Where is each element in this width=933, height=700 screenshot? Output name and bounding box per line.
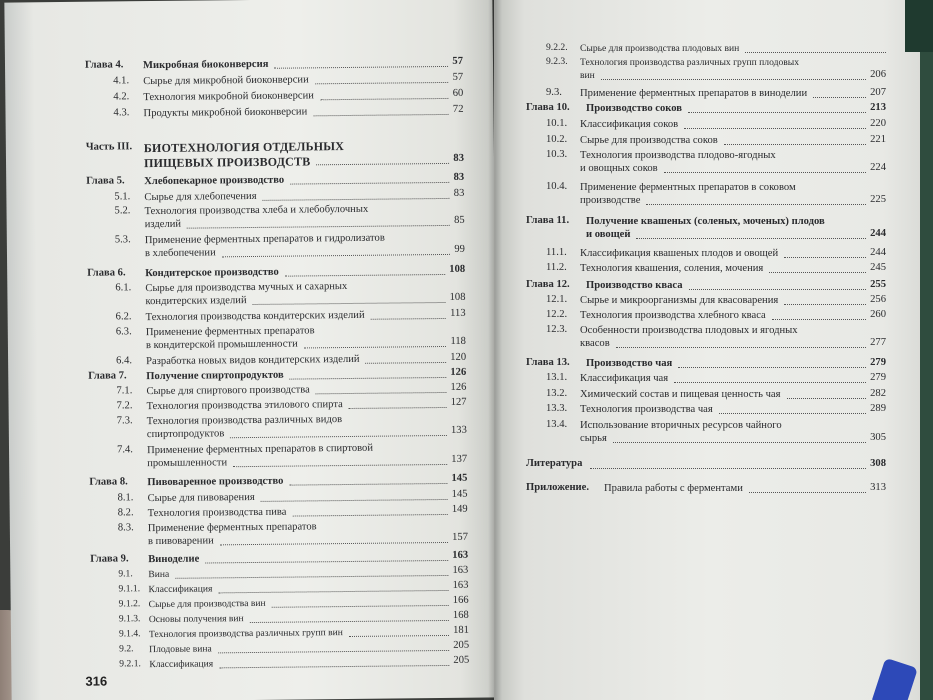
toc-page-number: 282: [870, 388, 886, 399]
toc-leader-dots: [320, 97, 448, 100]
toc-leader-dots: [784, 256, 866, 258]
toc-title: Сырье для производства вин: [148, 597, 266, 611]
toc-title: Применение ферментных препаратов: [147, 521, 317, 535]
toc-leader-dots: [175, 574, 448, 579]
toc-page-number: 99: [454, 243, 466, 255]
toc-section-number: 8.2.: [117, 507, 134, 519]
toc-section-number: 9.2.3.: [546, 56, 568, 67]
toc-page-number: 313: [870, 482, 886, 493]
toc-chapter-label: Глава 8.: [89, 476, 128, 488]
toc-section-number: 10.2.: [546, 134, 568, 145]
toc-page-number: 60: [452, 87, 464, 99]
toc-leader-dots: [784, 303, 866, 305]
toc-title: Производство кваса: [586, 280, 683, 291]
toc-leader-dots: [349, 634, 449, 637]
toc-page-number: 205: [453, 639, 470, 651]
toc-section-number: 6.2.: [115, 311, 132, 323]
toc-title: Химический состав и пищевая ценность чая: [580, 389, 781, 400]
toc-leader-dots: [218, 649, 449, 653]
toc-title: Сырье для производства соков: [580, 135, 718, 146]
toc-leader-dots: [205, 559, 448, 564]
toc-section-number: 5.3.: [114, 234, 131, 246]
toc-leader-dots: [230, 434, 447, 438]
toc-entry: [526, 388, 886, 403]
gutter: [488, 0, 502, 700]
toc-title: Использование вторичных ресурсов чайного: [580, 420, 782, 431]
toc-entry: [86, 138, 464, 174]
toc-title: Кондитерское производство: [145, 266, 279, 280]
toc-page-number: 157: [452, 531, 469, 543]
toc-section-number: 10.1.: [546, 118, 568, 129]
toc-page-number: 85: [454, 214, 465, 226]
cover-corner: [905, 0, 933, 52]
toc-title: Классификация квашеных плодов и овощей: [580, 248, 779, 259]
toc-leader-dots: [590, 467, 866, 469]
toc-entry: [526, 419, 886, 447]
toc-leader-dots: [724, 143, 866, 145]
toc-entry: [89, 412, 467, 444]
toc-leader-dots: [289, 482, 447, 486]
toc-entry: [87, 279, 465, 311]
toc-page-number: 120: [450, 351, 467, 363]
toc-title: вин: [580, 70, 595, 81]
toc-page-number: 163: [452, 549, 469, 561]
toc-leader-dots: [674, 381, 866, 383]
left-page: [4, 0, 499, 700]
toc-leader-dots: [601, 78, 866, 80]
toc-entry: [85, 104, 463, 123]
toc-chapter-label: Литература: [526, 458, 583, 469]
toc-leader-dots: [688, 111, 866, 113]
toc-page-number: 221: [870, 134, 886, 145]
toc-page-number: 72: [452, 103, 464, 115]
toc-page-number: 145: [451, 488, 468, 500]
toc-section-number: 4.3.: [113, 107, 130, 119]
toc-title: в пивоварении: [147, 535, 214, 548]
toc-page-number: 181: [452, 624, 470, 636]
toc-page-number: 220: [870, 118, 886, 129]
toc-section-number: 8.3.: [117, 522, 134, 534]
toc-page-number: 305: [870, 432, 886, 443]
toc-leader-dots: [272, 604, 449, 608]
toc-title: Производство чая: [586, 358, 673, 369]
toc-title: Сырье для производства плодовых вин: [580, 43, 740, 54]
toc-title: промышленности: [147, 457, 228, 470]
toc-section-number: 11.2.: [546, 262, 567, 273]
toc-section-number: 9.1.3.: [118, 613, 141, 625]
toc-entry: [526, 247, 886, 262]
toc-page-number: 308: [870, 458, 886, 469]
toc-leader-dots: [285, 273, 445, 277]
toc-chapter-label: Глава 13.: [526, 357, 570, 368]
toc-entry: [526, 262, 886, 277]
toc-title: Сырье для хлебопечения: [144, 190, 257, 204]
toc-page-number: 126: [450, 381, 467, 393]
toc-entry: [526, 403, 886, 418]
toc-entry: [87, 231, 465, 263]
toc-chapter-label: Глава 10.: [526, 102, 570, 113]
toc-section-number: 12.2.: [546, 309, 568, 320]
toc-section-number: 9.3.: [546, 87, 562, 98]
toc-leader-dots: [636, 237, 866, 239]
toc-section-number: 10.4.: [546, 181, 568, 192]
page-number: 316: [85, 673, 108, 689]
toc-page-number: 205: [453, 654, 470, 666]
toc-section-number: 5.2.: [114, 205, 131, 217]
toc-title: кондитерских изделий: [145, 295, 247, 308]
toc-entry: [526, 102, 886, 117]
toc-title: Технология производства пива: [147, 506, 287, 520]
toc-page-number: 145: [451, 472, 468, 484]
toc-leader-dots: [219, 589, 449, 593]
toc-entry: [526, 149, 886, 177]
toc-leader-dots: [719, 412, 866, 414]
toc-leader-dots: [290, 181, 449, 185]
toc-chapter-label: Часть III.: [85, 141, 133, 153]
toc-leader-dots: [314, 113, 449, 116]
toc-entry: [89, 441, 467, 473]
toc-title: Технология производства различных групп вин: [148, 627, 343, 641]
toc-title: Сырье и микроорганизмы для квасоварения: [580, 295, 779, 306]
toc-title: Получение квашеных (соленых, моченых) плодов: [586, 216, 825, 227]
toc-leader-dots: [222, 253, 450, 257]
toc-page-number: 244: [870, 247, 886, 258]
toc-entry: [88, 323, 466, 355]
toc-entry: [526, 458, 886, 473]
toc-title: Микробная биоконверсия: [142, 58, 269, 72]
toc-entry: [526, 324, 886, 352]
toc-page-number: 279: [870, 357, 886, 368]
toc-leader-dots: [745, 51, 886, 53]
toc-page-number: 244: [870, 228, 886, 239]
toc-section-number: 7.2.: [116, 400, 133, 412]
toc-title: Особенности производства плодовых и ягодных: [580, 325, 798, 336]
toc-title: Сырье для пивоварения: [147, 491, 255, 505]
toc-leader-dots: [813, 96, 866, 98]
toc-title: изделий: [144, 218, 182, 231]
toc-leader-dots: [349, 406, 447, 409]
toc-section-number: 6.3.: [115, 326, 132, 338]
toc-title: БИОТЕХНОЛОГИЯ ОТДЕЛЬНЫХ: [143, 139, 345, 156]
toc-leader-dots: [293, 513, 448, 517]
toc-leader-dots: [289, 376, 446, 380]
toc-entry: [91, 655, 469, 674]
toc-title: квасов: [580, 338, 610, 349]
toc-chapter-label: Глава 12.: [526, 279, 570, 290]
toc-title: Технология производства этилового спирта: [146, 399, 343, 413]
toc-title: и овощей: [586, 229, 631, 240]
toc-section-number: 9.1.4.: [118, 628, 141, 640]
toc-title: Классификация: [148, 583, 213, 596]
toc-leader-dots: [315, 81, 448, 84]
toc-title: ПИЩЕВЫХ ПРОИЗВОДСТВ: [143, 154, 311, 171]
toc-title: Пивоваренное производство: [147, 475, 284, 489]
toc-page-number: 289: [870, 403, 886, 414]
toc-chapter-label: Приложение.: [526, 482, 590, 493]
toc-leader-dots: [769, 271, 866, 273]
toc-title: Продукты микробной биоконверсии: [143, 106, 308, 120]
toc-leader-dots: [304, 345, 446, 348]
toc-leader-dots: [187, 224, 450, 229]
toc-page-number: 168: [452, 609, 469, 621]
toc-page-number: 137: [451, 453, 468, 465]
toc-right: [526, 0, 886, 690]
toc-chapter-label: Глава 9.: [90, 553, 129, 565]
toc-section-number: 9.2.: [119, 643, 134, 655]
toc-title: Технология производства плодово-ягодных: [580, 150, 776, 161]
toc-leader-dots: [219, 664, 449, 668]
toc-leader-dots: [613, 441, 866, 443]
toc-entry: [526, 372, 886, 387]
toc-leader-dots: [274, 65, 448, 69]
toc-leader-dots: [220, 541, 448, 545]
toc-page-number: 207: [870, 87, 886, 98]
toc-entry: [526, 215, 886, 243]
toc-page-number: 83: [453, 171, 465, 183]
toc-chapter-label: Глава 5.: [86, 175, 125, 187]
toc-page-number: 277: [870, 337, 886, 348]
toc-title: Классификация: [149, 658, 214, 671]
toc-section-number: 13.2.: [546, 388, 568, 399]
toc-title: Вина: [148, 568, 170, 581]
toc-section-number: 9.1.1.: [118, 583, 141, 595]
toc-page-number: 108: [449, 291, 466, 303]
toc-title: Технология производства кондитерских изделий: [145, 309, 365, 324]
toc-entry: [526, 118, 886, 133]
toc-page-number: 127: [450, 396, 467, 408]
toc-section-number: 8.1.: [117, 492, 134, 504]
toc-chapter-label: Глава 4.: [84, 59, 124, 71]
toc-leader-dots: [316, 162, 449, 165]
toc-leader-dots: [250, 619, 449, 623]
toc-title: в кондитерской промышленности: [145, 338, 298, 352]
toc-page-number: 113: [450, 307, 466, 319]
toc-entry: [526, 294, 886, 309]
toc-page-number: 206: [870, 69, 886, 80]
toc-title: Технология производства различных видов: [146, 414, 343, 428]
toc-page-number: 213: [870, 102, 886, 113]
toc-page-number: 83: [453, 187, 465, 199]
toc-leader-dots: [678, 366, 866, 368]
toc-title: Классификация чая: [580, 373, 669, 384]
toc-leader-dots: [253, 301, 446, 305]
toc-leader-dots: [365, 361, 446, 364]
toc-title: спиртопродуктов: [146, 428, 225, 441]
toc-page-number: 57: [452, 71, 464, 83]
toc-title: Применение ферментных препаратов и гидролизатов: [144, 232, 385, 247]
toc-title: Технология микробной биоконверсии: [143, 90, 314, 104]
toc-title: Применение ферментных препаратов в виноделии: [580, 88, 808, 99]
toc-entry: [526, 181, 886, 209]
toc-title: Применение ферментных препаратов в соковом: [580, 182, 796, 193]
toc-section-number: 13.3.: [546, 403, 568, 414]
toc-page-number: 166: [452, 594, 469, 606]
toc-title: Классификация соков: [580, 119, 679, 130]
toc-section-number: 12.3.: [546, 324, 568, 335]
toc-page-number: 224: [870, 162, 886, 173]
toc-title: Применение ферментных препаратов в спиртовой: [146, 442, 374, 457]
toc-title: Технология производства хлеба и хлебобулочных: [144, 203, 369, 218]
toc-section-number: 7.4.: [116, 444, 133, 456]
toc-page-number: 245: [870, 262, 886, 273]
toc-section-number: 6.1.: [115, 282, 132, 294]
toc-page-number: 256: [870, 294, 886, 305]
toc-leader-dots: [315, 391, 446, 394]
toc-page-number: 118: [450, 335, 466, 347]
toc-entry: [526, 482, 886, 497]
toc-entry: [526, 279, 886, 294]
toc-section-number: 5.1.: [114, 191, 131, 203]
toc-entry: [526, 309, 886, 324]
right-page: [494, 0, 926, 700]
toc-leader-dots: [689, 288, 866, 290]
toc-page-number: 126: [450, 366, 467, 378]
toc-title: Виноделие: [148, 553, 200, 566]
toc-leader-dots: [787, 397, 866, 399]
toc-title: Сырье для производства мучных и сахарных: [145, 280, 348, 295]
toc-title: Сырье для спиртового производства: [146, 384, 310, 398]
toc-leader-dots: [684, 127, 866, 129]
toc-title: Производство соков: [586, 103, 683, 114]
toc-section-number: 4.1.: [113, 75, 130, 87]
toc-entry: [86, 202, 464, 234]
toc-section-number: 7.3.: [116, 415, 133, 427]
toc-leader-dots: [664, 171, 866, 173]
toc-section-number: 9.2.2.: [546, 42, 568, 53]
toc-leader-dots: [646, 203, 866, 205]
toc-title: Получение спиртопродуктов: [146, 369, 284, 383]
toc-leader-dots: [371, 317, 446, 320]
toc-title: Хлебопекарное производство: [144, 174, 285, 188]
toc-page-number: 260: [870, 309, 886, 320]
toc-leader-dots: [261, 498, 448, 502]
toc-section-number: 13.4.: [546, 419, 568, 430]
toc-leader-dots: [262, 197, 449, 201]
toc-section-number: 9.1.: [118, 568, 133, 580]
toc-page-number: 149: [451, 503, 468, 515]
toc-title: Технология квашения, соления, мочения: [580, 263, 764, 274]
toc-section-number: 9.2.1.: [119, 658, 141, 670]
toc-section-number: 10.3.: [546, 149, 568, 160]
toc-entry: [526, 42, 886, 57]
toc-page-number: 163: [452, 564, 469, 576]
toc-chapter-label: Глава 11.: [526, 215, 570, 226]
toc-title: Правила работы с ферментами: [604, 483, 743, 494]
toc-section-number: 4.2.: [113, 91, 130, 103]
toc-title: и овощных соков: [580, 163, 658, 174]
toc-title: Технология производства различных групп плодовых: [580, 57, 800, 68]
toc-leader-dots: [772, 318, 866, 320]
toc-title: производстве: [580, 195, 641, 206]
toc-title: в хлебопечении: [144, 247, 216, 260]
toc-entry: [526, 134, 886, 149]
toc-title: Плодовые вина: [149, 643, 212, 656]
toc-left: [84, 0, 469, 692]
toc-page-number: 133: [450, 424, 467, 436]
toc-page-number: 279: [870, 372, 886, 383]
toc-title: Разработка новых видов кондитерских изделий: [146, 353, 360, 368]
toc-section-number: 13.1.: [546, 372, 568, 383]
toc-leader-dots: [749, 491, 866, 493]
toc-title: Применение ферментных препаратов: [145, 325, 315, 339]
toc-title: сырья: [580, 433, 607, 444]
toc-section-number: 7.1.: [116, 385, 133, 397]
toc-page-number: 57: [452, 55, 464, 67]
toc-leader-dots: [233, 463, 447, 467]
toc-page-number: 163: [452, 579, 469, 591]
toc-entry: [526, 87, 886, 102]
toc-title: Основы получения вин: [148, 613, 244, 626]
toc-title: Технология производства чая: [580, 404, 713, 415]
toc-page-number: 83: [453, 152, 465, 164]
toc-section-number: 6.4.: [116, 355, 133, 367]
toc-chapter-label: Глава 7.: [88, 370, 127, 382]
toc-section-number: 12.1.: [546, 294, 568, 305]
cover-edge: [920, 0, 933, 700]
toc-section-number: 11.1.: [546, 247, 567, 258]
toc-page-number: 108: [449, 263, 466, 275]
toc-entry: [526, 56, 886, 84]
toc-title: Технология производства хлебного кваса: [580, 310, 766, 321]
toc-chapter-label: Глава 6.: [87, 267, 126, 279]
toc-title: Сырье для микробной биоконверсии: [143, 74, 309, 88]
toc-page-number: 225: [870, 194, 886, 205]
toc-entry: [526, 357, 886, 372]
toc-page-number: 255: [870, 279, 886, 290]
toc-entry: [90, 519, 468, 551]
toc-section-number: 9.1.2.: [118, 598, 141, 610]
toc-leader-dots: [616, 346, 866, 348]
